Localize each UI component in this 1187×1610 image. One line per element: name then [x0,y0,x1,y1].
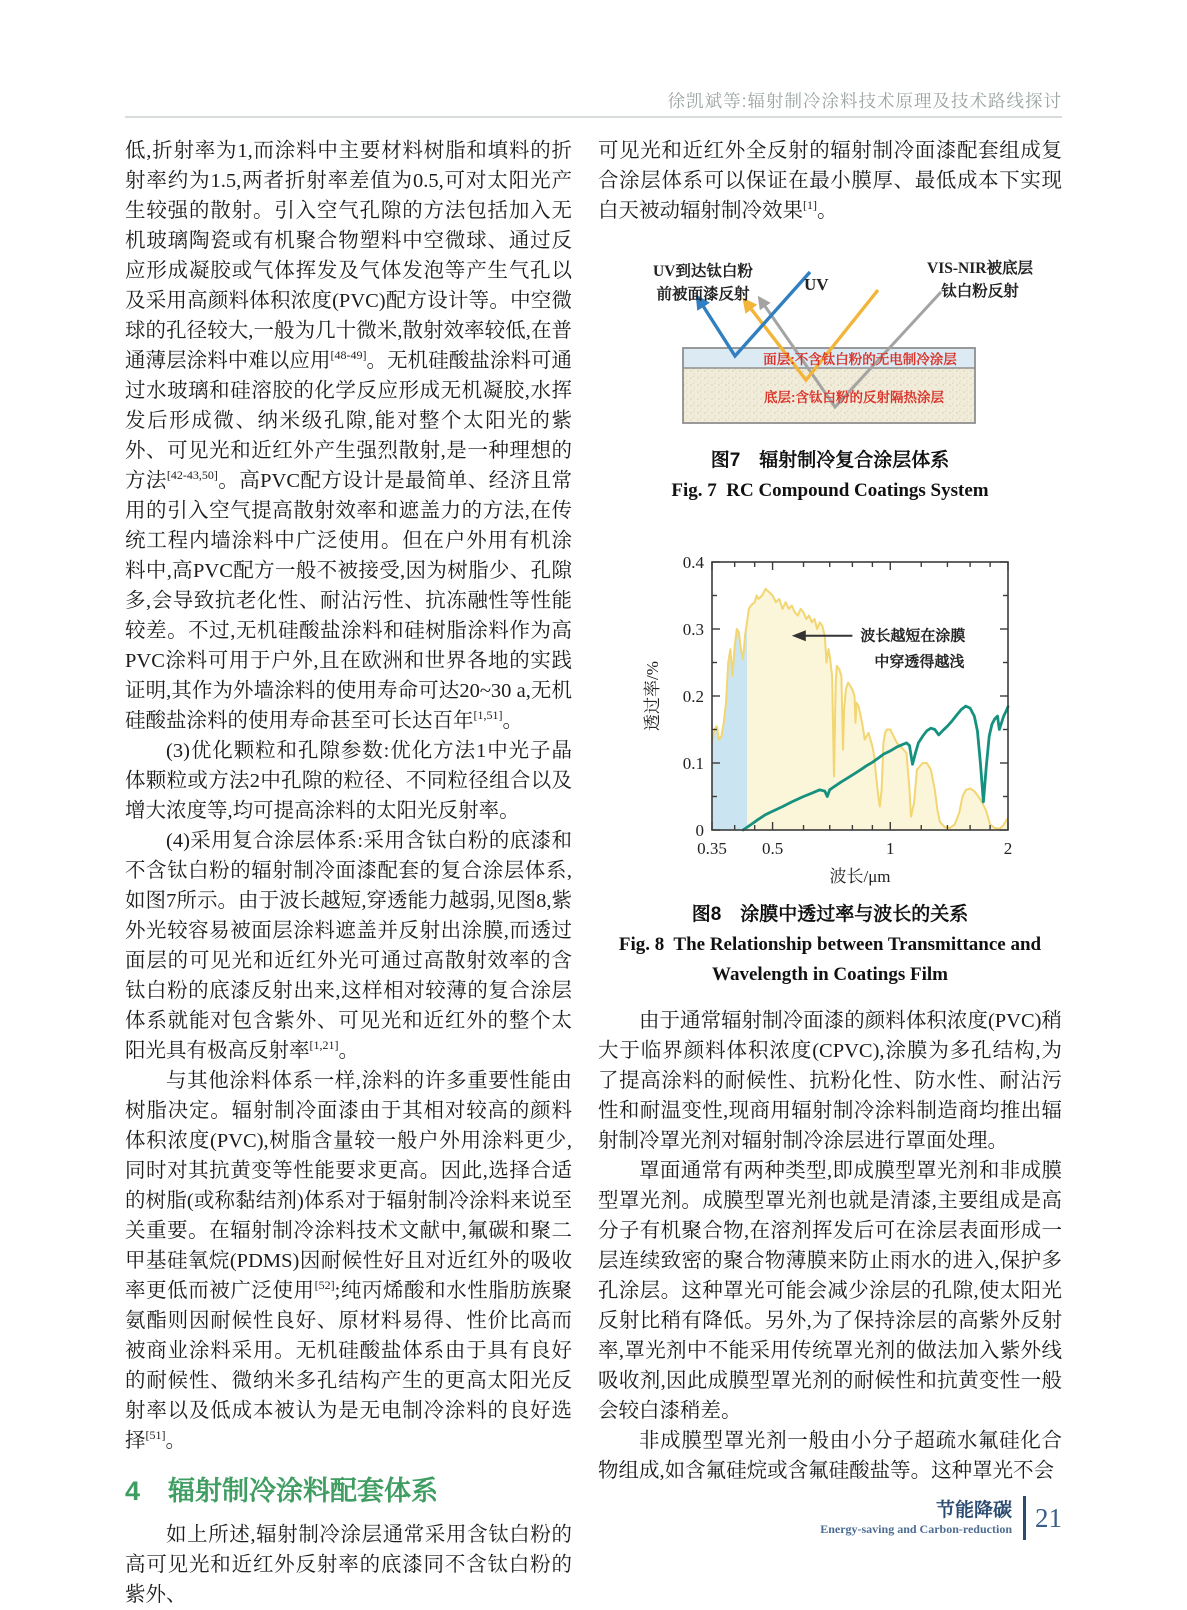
section-number: 4 [125,1476,141,1506]
header-rule [125,116,1062,118]
paragraph: 非成膜型罩光剂一般由小分子超疏水氟硅化合物组成,如含氟硅烷或含氟硅酸盐等。这种罩光不会 [598,1430,1062,1482]
page-number: 21 [1035,1502,1062,1533]
visnir-label-line1: VIS-NIR被底层 [927,260,1033,277]
paragraph: (3)优化颗粒和孔隙参数:优化方法1中光子晶体颗粒或方法2中孔隙的粒径、不同粒径组合以及增大浓度等,均可提高涂料的太阳光反射率。 [125,740,572,822]
paragraph: 由于通常辐射制冷面漆的颜料体积浓度(PVC)稍大于临界颜料体积浓度(CPVC),涂膜为多孔结构,为了提高涂料的耐候性、抗粉化性、防水性、耐沾污性和耐温变性,现商用辐射制冷涂料制造商均推出辐射制冷罩光剂对辐射制冷涂层进行罩面处理。 [598,1010,1062,1152]
bottom-layer-label: 底层:含钛白粉的反射隔热涂层 [764,390,944,405]
reference-superscript: [51] [145,1428,166,1443]
visnir-label-line2: 钛白粉反射 [941,283,1019,300]
paragraph: 罩面通常有两种类型,即成膜型罩光剂和非成膜型罩光剂。成膜型罩光剂也就是清漆,主要组成是高分子有机聚合物,在溶剂挥发后可在涂层表面形成一层连续致密的聚合物薄膜来防止雨水的进入,保护多孔涂层。这种罩光可能会减少涂层的孔隙,使太阳光反射比稍有降低。另外,为了保持涂层的高紫外反射率,罩光剂中不能采用传统罩光剂的做法加入紫外线吸收剂,因此成膜型罩光剂的耐候性和抗黄变性一般会较白漆稍差。 [598,1160,1062,1422]
x-axis-title: 波长/μm [829,867,891,886]
y-tick-label: 0.1 [682,754,704,773]
uv-label: UV [804,275,829,294]
reference-superscript: [48-49] [330,348,367,363]
figure8-caption-zh: 图8 涂膜中透过率与波长的关系 [691,904,969,925]
figure8-caption-en-line2: Wavelength in Coatings Film [712,964,948,985]
right-column-top-text [598,136,1062,226]
section-heading [125,1472,572,1510]
uv-reflect-label-line2: 前被面漆反射 [656,286,750,303]
uv-reflect-label-line1: UV到达钛白粉 [653,263,753,280]
figure8-caption-en-line1: Fig. 8 The Relationship between Transmittance and [618,934,1042,955]
x-tick-label: 2 [1003,839,1013,858]
figure8 [598,550,1062,990]
reference-superscript: [52] [314,1278,335,1293]
y-tick-label: 0.2 [682,687,704,706]
x-tick-label: 0.35 [697,839,727,858]
reference-superscript: [42-43,50] [166,468,218,483]
reference-superscript: [1] [803,198,817,213]
paragraph: (4)采用复合涂层体系:采用含钛白粉的底漆和不含钛白粉的辐射制冷面漆配套的复合涂层体系,如图7所示。由于波长越短,穿透能力越弱,见图8,紫外光较容易被面层涂料遮盖并反射出涂膜,而透过面层的可见光和近红外光可通过高散射效率的含钛白粉的底漆反射出来,这样相对较薄的复合涂层体系就能对包含紫外、可见光和近红外的整个太阳光具有极高反射率[1,21]。 [125,830,572,1062]
figure8-chart [640,550,1020,890]
right-column [598,136,1062,1486]
running-header: 徐凯斌等:辐射制冷涂料技术原理及技术路线探讨 [667,91,1062,111]
y-axis-title: 透过率/% [643,661,662,731]
paragraph: 低,折射率为1,而涂料中主要材料树脂和填料的折射率约为1.5,两者折射率差值为0.5,可对太阳光产生较强的散射。引入空气孔隙的方法包括加入无机玻璃陶瓷或有机聚合物塑料中空微球、通过反应形成凝胶或气体挥发及气体发泡等产生气孔以及采用高颜料体积浓度(PVC)配方设计等。中空微球的孔径较大,一般为几十微米,散射效率较低,在普通薄层涂料中难以应用[48-49]。无机硅酸盐涂料可通过水玻璃和硅溶胶的化学反应形成无机凝胶,水挥发后形成微、纳米级孔隙,能对整个太阳光的紫外、可见光和近红外产生强烈散射,是一种理想的方法[42-43,50]。高PVC配方设计是最简单、经济且常用的引入空气提高散射效率和遮盖力的方法,在传统工程内墙涂料中广泛使用。但在户外用有机涂料中,高PVC配方一般不被接受,因为树脂少、孔隙多,会导致抗老化性、耐沾污性、抗冻融性等性能较差。不过,无机硅酸盐涂料和硅树脂涂料作为高PVC涂料可用于户外,且在欧洲和世界各地的实践证明,其作为外墙涂料的使用寿命可达20~30 a,无机硅酸盐涂料的使用寿命甚至可长达百年[1,51]。 [125,140,573,732]
journal-names [820,1500,1012,1537]
paragraph: 如上所述,辐射制冷涂层通常采用含钛白粉的高可见光和近红外反射率的底漆同不含钛白粉的紫外、 [125,1524,572,1606]
reference-superscript: [1,51] [473,708,503,723]
journal-name-zh: 节能降碳 [935,1499,1012,1521]
footer-divider [1023,1496,1026,1540]
x-tick-label: 1 [886,839,895,858]
left-column [125,136,572,1610]
top-layer-label: 面层:不含钛白粉的无电制冷涂层 [763,352,957,367]
figure7 [598,242,1062,506]
y-tick-label: 0.4 [682,553,704,572]
y-tick-label: 0.3 [682,620,704,639]
y-tick-label: 0 [695,821,704,840]
journal-name-en: Energy-saving and Carbon-reduction [820,1521,1012,1536]
figure7-caption-zh: 图7 辐射制冷复合涂层体系 [710,450,950,471]
x-tick-label: 0.5 [761,839,784,858]
annotation-text-line1: 波长越短在涂膜 [860,628,966,645]
paragraph: 与其他涂料体系一样,涂料的许多重要性能由树脂决定。辐射制冷面漆由于其相对较高的颜料体积浓度(PVC),树脂含量较一般户外用涂料更少,同时对其抗黄变等性能要求更高。因此,选择合适的树脂(或称黏结剂)体系对于辐射制冷涂料来说至关重要。在辐射制冷涂料技术文献中,氟碳和聚二甲基硅氧烷(PDMS)因耐候性好且对近红外的吸收率更低而被广泛使用[52];纯丙烯酸和水性脂肪族聚氨酯则因耐候性良好、原材料易得、性价比高而被商业涂料采用。无机硅酸盐体系由于具有良好的耐候性、微纳米多孔结构产生的更高太阳光反射率以及低成本被认为是无电制冷涂料的良好选择[51]。 [125,1070,573,1452]
paragraph: 可见光和近红外全反射的辐射制冷面漆配套组成复合涂层体系可以保证在最小膜厚、最低成本下实现白天被动辐射制冷效果[1]。 [598,140,1062,222]
right-column-bottom-text [598,1006,1062,1486]
figure7-caption-en: Fig. 7 RC Compound Coatings System [671,480,989,501]
figure7-diagram [598,242,1062,442]
annotation-text-line2: 中穿透得越浅 [874,654,965,671]
footer [820,1496,1062,1540]
reference-superscript: [1,21] [309,1038,339,1053]
section-title: 辐射制冷涂料配套体系 [168,1476,439,1506]
